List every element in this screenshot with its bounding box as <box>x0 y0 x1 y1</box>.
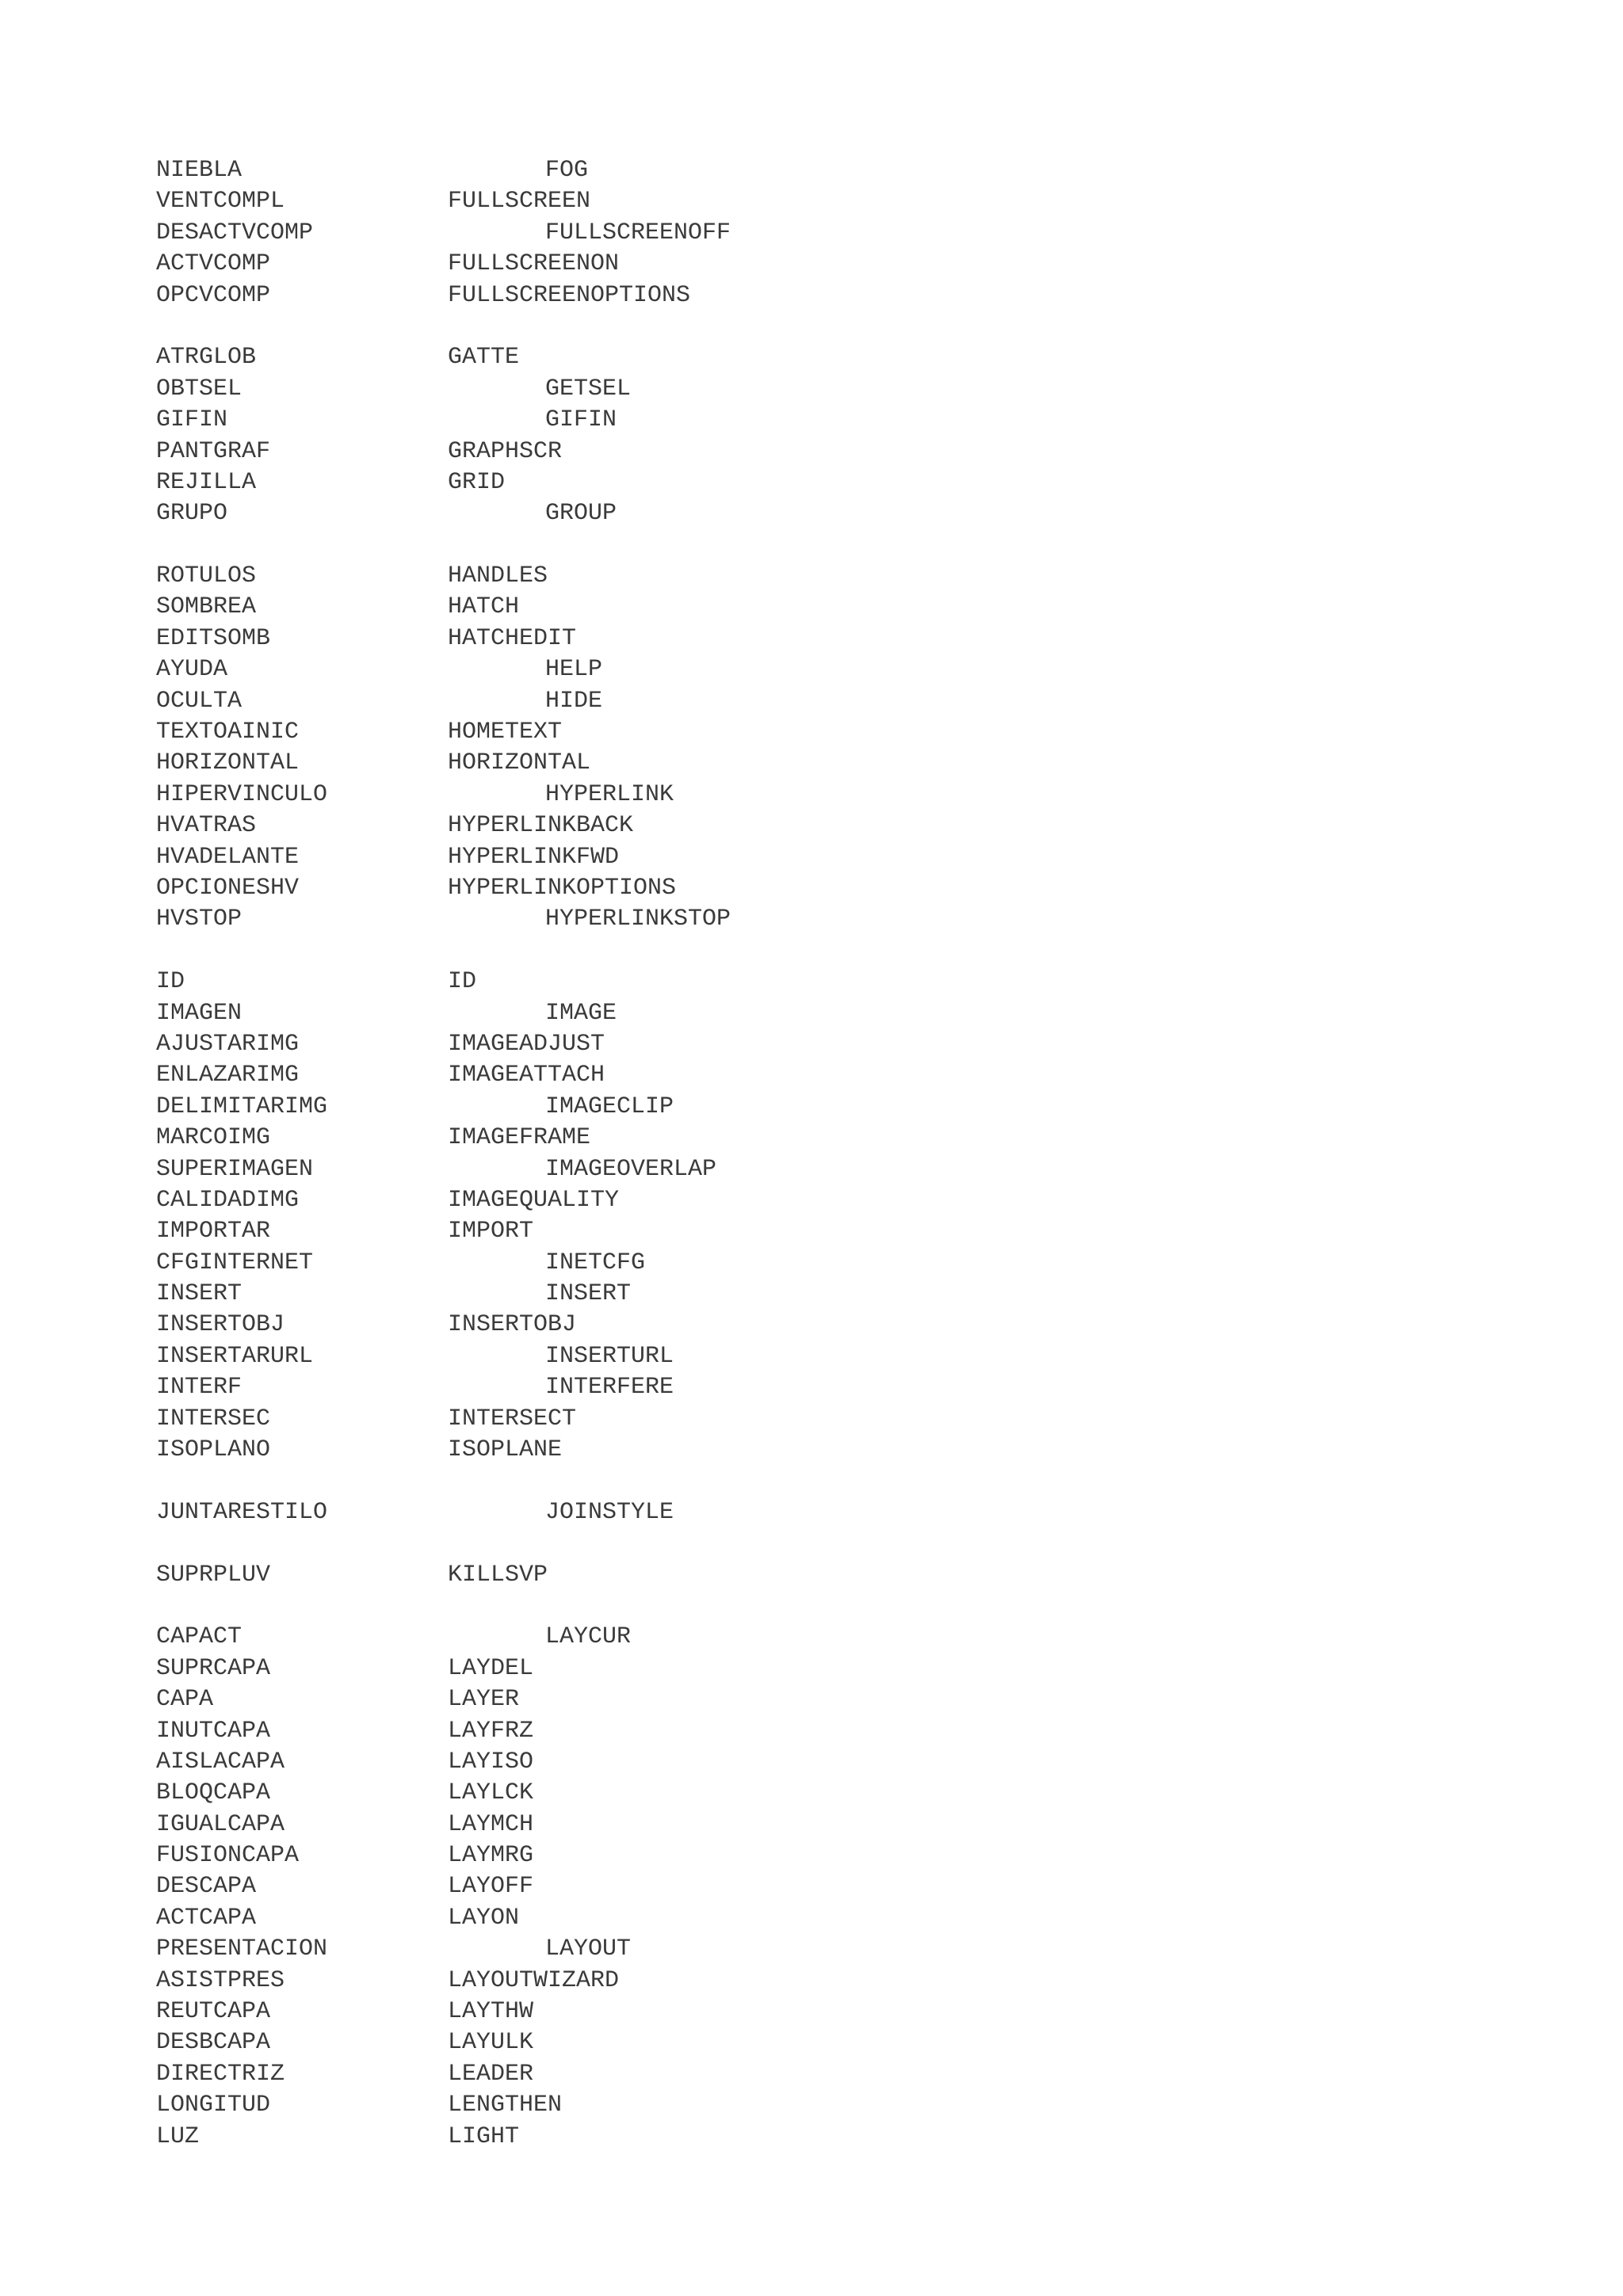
english-command: FOG <box>545 157 589 184</box>
command-row <box>156 155 1503 186</box>
english-command: LAYMCH <box>448 1810 534 1838</box>
english-command: HYPERLINKBACK <box>448 812 634 840</box>
spanish-command: CAPA <box>156 1686 214 1714</box>
command-row <box>156 1810 1503 1840</box>
spanish-command: CALIDADIMG <box>156 1186 300 1214</box>
command-row <box>156 1154 1503 1185</box>
command-row <box>156 2090 1503 2121</box>
command-group <box>156 342 1503 529</box>
command-row <box>156 1560 1503 1591</box>
spanish-command: MARCOIMG <box>156 1124 271 1152</box>
spanish-command: ACTVCOMP <box>156 250 271 278</box>
spanish-command: DELIMITARIMG <box>156 1093 328 1120</box>
command-row <box>156 498 1503 529</box>
command-row <box>156 1279 1503 1310</box>
command-row <box>156 873 1503 904</box>
spanish-command: ASISTPRES <box>156 1966 285 1994</box>
english-command: LEADER <box>448 2060 534 2088</box>
command-row <box>156 1934 1503 1965</box>
english-command: INSERTURL <box>545 1342 674 1370</box>
spanish-command: IMPORTAR <box>156 1218 271 1245</box>
spanish-command: HVATRAS <box>156 812 257 840</box>
english-command: HOMETEXT <box>448 719 563 746</box>
command-row <box>156 2027 1503 2058</box>
spanish-command: LUZ <box>156 2122 200 2150</box>
command-row <box>156 1372 1503 1403</box>
english-command: GROUP <box>545 500 617 528</box>
command-row <box>156 437 1503 467</box>
spanish-command: INSERT <box>156 1280 242 1308</box>
english-command: KILLSVP <box>448 1561 548 1589</box>
spanish-command: SOMBREA <box>156 593 257 621</box>
english-command: HATCHEDIT <box>448 624 577 652</box>
english-command: HYPERLINKFWD <box>448 843 620 871</box>
command-row <box>156 1185 1503 1216</box>
command-row <box>156 561 1503 592</box>
command-row <box>156 1966 1503 1997</box>
command-group <box>156 967 1503 1466</box>
english-command: ID <box>448 968 477 996</box>
spanish-command: JUNTARESTILO <box>156 1498 328 1526</box>
spanish-command: BLOQCAPA <box>156 1779 271 1807</box>
english-command: IMAGEQUALITY <box>448 1186 620 1214</box>
english-command: GATTE <box>448 344 520 372</box>
english-command: LAYLCK <box>448 1779 534 1807</box>
command-row <box>156 218 1503 249</box>
spanish-command: SUPERIMAGEN <box>156 1155 314 1183</box>
command-row <box>156 249 1503 280</box>
command-row <box>156 280 1503 311</box>
english-command: GIFIN <box>545 406 617 434</box>
spanish-command: ISOPLANO <box>156 1436 271 1464</box>
command-row <box>156 1435 1503 1466</box>
english-command: FULLSCREENON <box>448 250 620 278</box>
spanish-command: DESCAPA <box>156 1873 257 1901</box>
command-row <box>156 686 1503 717</box>
english-command: LAYFRZ <box>448 1717 534 1745</box>
english-command: INTERFERE <box>545 1374 674 1402</box>
english-command: LAYOFF <box>448 1873 534 1901</box>
spanish-command: INTERF <box>156 1374 242 1402</box>
spanish-command: INSERTOBJ <box>156 1311 285 1339</box>
english-command: INSERT <box>545 1280 632 1308</box>
english-command: GRID <box>448 468 506 496</box>
spanish-command: IMAGEN <box>156 999 242 1027</box>
spanish-command: TEXTOAINIC <box>156 719 300 746</box>
command-row <box>156 2122 1503 2153</box>
command-row <box>156 1092 1503 1123</box>
command-row <box>156 1029 1503 1060</box>
command-row <box>156 654 1503 685</box>
spanish-command: DESACTVCOMP <box>156 219 314 246</box>
spanish-command: ROTULOS <box>156 563 257 590</box>
command-row <box>156 186 1503 217</box>
spanish-command: INTERSEC <box>156 1405 271 1432</box>
spanish-command: ACTCAPA <box>156 1904 257 1932</box>
spanish-command: INSERTARURL <box>156 1342 314 1370</box>
english-command: HANDLES <box>448 563 548 590</box>
spanish-command: DIRECTRIZ <box>156 2060 285 2088</box>
english-command: IMAGEADJUST <box>448 1030 605 1058</box>
spanish-command: PRESENTACION <box>156 1936 328 1963</box>
command-row <box>156 1622 1503 1653</box>
spanish-command: NIEBLA <box>156 157 242 184</box>
command-translation-list <box>156 155 1503 2183</box>
spanish-command: DESBCAPA <box>156 2029 271 2057</box>
spanish-command: FUSIONCAPA <box>156 1842 300 1870</box>
english-command: INTERSECT <box>448 1405 577 1432</box>
spanish-command: CFGINTERNET <box>156 1249 314 1276</box>
spanish-command: AISLACAPA <box>156 1748 285 1775</box>
english-command: LAYOUT <box>545 1936 632 1963</box>
english-command: INSERTOBJ <box>448 1311 577 1339</box>
command-row <box>156 780 1503 810</box>
spanish-command: ATRGLOB <box>156 344 257 372</box>
english-command: ISOPLANE <box>448 1436 563 1464</box>
english-command: GRAPHSCR <box>448 437 563 465</box>
command-row <box>156 1404 1503 1435</box>
spanish-command: ID <box>156 968 185 996</box>
command-row <box>156 467 1503 498</box>
spanish-command: SUPRCAPA <box>156 1654 271 1682</box>
english-command: LAYULK <box>448 2029 534 2057</box>
command-row <box>156 1997 1503 2027</box>
command-group <box>156 1560 1503 1591</box>
english-command: HYPERLINK <box>545 780 674 808</box>
command-group <box>156 1622 1503 2153</box>
english-command: LAYOUTWIZARD <box>448 1966 620 1994</box>
command-row <box>156 1871 1503 1902</box>
command-row <box>156 717 1503 748</box>
command-row <box>156 1060 1503 1091</box>
english-command: IMPORT <box>448 1218 534 1245</box>
command-row <box>156 1248 1503 1279</box>
english-command: IMAGEFRAME <box>448 1124 591 1152</box>
spanish-command: OBTSEL <box>156 375 242 402</box>
spanish-command: VENTCOMPL <box>156 188 285 215</box>
spanish-command: SUPRPLUV <box>156 1561 271 1589</box>
command-group <box>156 155 1503 311</box>
english-command: LAYCUR <box>545 1623 632 1651</box>
english-command: HATCH <box>448 593 520 621</box>
command-row <box>156 904 1503 935</box>
english-command: LAYMRG <box>448 1842 534 1870</box>
command-row <box>156 405 1503 436</box>
english-command: IMAGE <box>545 999 617 1027</box>
command-row <box>156 1497 1503 1528</box>
command-row <box>156 2059 1503 2090</box>
command-row <box>156 748 1503 779</box>
command-row <box>156 1684 1503 1715</box>
english-command: IMAGECLIP <box>545 1093 674 1120</box>
spanish-command: ENLAZARIMG <box>156 1062 300 1089</box>
english-command: LAYISO <box>448 1748 534 1775</box>
command-row <box>156 624 1503 654</box>
english-command: FULLSCREENOPTIONS <box>448 281 691 309</box>
spanish-command: PANTGRAF <box>156 437 271 465</box>
command-row <box>156 998 1503 1029</box>
english-command: HYPERLINKOPTIONS <box>448 874 677 902</box>
english-command: IMAGEATTACH <box>448 1062 605 1089</box>
spanish-command: LONGITUD <box>156 2092 271 2119</box>
english-command: HYPERLINKSTOP <box>545 906 731 933</box>
spanish-command: REUTCAPA <box>156 1998 271 2026</box>
spanish-command: REJILLA <box>156 468 257 496</box>
command-row <box>156 592 1503 623</box>
english-command: JOINSTYLE <box>545 1498 674 1526</box>
command-row <box>156 842 1503 873</box>
spanish-command: HVADELANTE <box>156 843 300 871</box>
spanish-command: OCULTA <box>156 687 242 715</box>
english-command: LAYON <box>448 1904 520 1932</box>
command-group <box>156 1497 1503 1528</box>
spanish-command: INUTCAPA <box>156 1717 271 1745</box>
command-row <box>156 1778 1503 1809</box>
english-command: LIGHT <box>448 2122 520 2150</box>
spanish-command: HORIZONTAL <box>156 749 300 777</box>
spanish-command: AJUSTARIMG <box>156 1030 300 1058</box>
english-command: FULLSCREEN <box>448 188 591 215</box>
english-command: FULLSCREENOFF <box>545 219 731 246</box>
command-row <box>156 1653 1503 1684</box>
spanish-command: GIFIN <box>156 406 228 434</box>
command-row <box>156 967 1503 997</box>
spanish-command: IGUALCAPA <box>156 1810 285 1838</box>
command-row <box>156 1840 1503 1871</box>
english-command: LENGTHEN <box>448 2092 563 2119</box>
command-row <box>156 1903 1503 1934</box>
english-command: HIDE <box>545 687 603 715</box>
spanish-command: CAPACT <box>156 1623 242 1651</box>
spanish-command: EDITSOMB <box>156 624 271 652</box>
english-command: LAYDEL <box>448 1654 534 1682</box>
command-row <box>156 374 1503 405</box>
command-row <box>156 1216 1503 1247</box>
command-row <box>156 1310 1503 1341</box>
english-command: LAYTHW <box>448 1998 534 2026</box>
english-command: HELP <box>545 656 603 684</box>
command-row <box>156 1716 1503 1747</box>
command-row <box>156 1341 1503 1372</box>
english-command: IMAGEOVERLAP <box>545 1155 717 1183</box>
english-command: HORIZONTAL <box>448 749 591 777</box>
english-command: GETSEL <box>545 375 632 402</box>
spanish-command: HVSTOP <box>156 906 242 933</box>
spanish-command: OPCVCOMP <box>156 281 271 309</box>
command-row <box>156 810 1503 841</box>
english-command: LAYER <box>448 1686 520 1714</box>
spanish-command: AYUDA <box>156 656 228 684</box>
command-row <box>156 1123 1503 1154</box>
command-row <box>156 1747 1503 1778</box>
command-group <box>156 561 1503 936</box>
spanish-command: HIPERVINCULO <box>156 780 328 808</box>
command-row <box>156 342 1503 373</box>
english-command: INETCFG <box>545 1249 646 1276</box>
spanish-command: GRUPO <box>156 500 228 528</box>
spanish-command: OPCIONESHV <box>156 874 300 902</box>
